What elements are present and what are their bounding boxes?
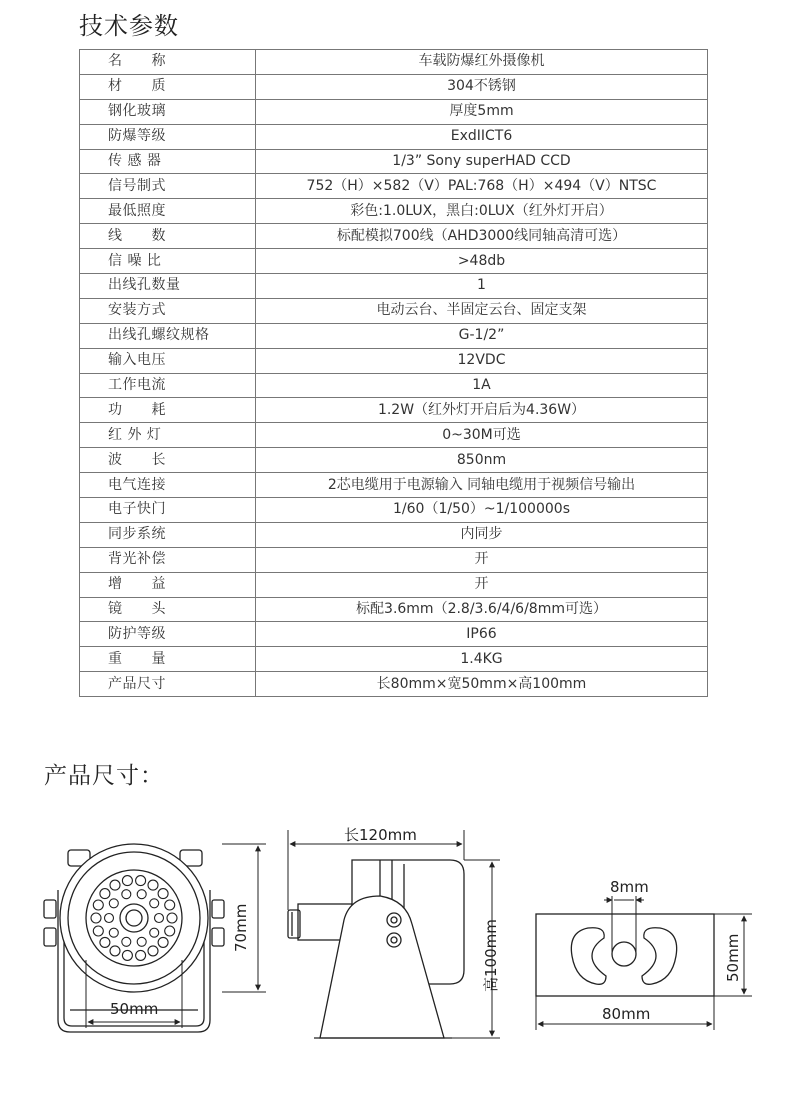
spec-row [80,99,708,124]
ir-led [122,890,131,899]
spec-label: 重 量 [80,647,256,672]
ir-led [150,928,159,937]
spec-label: 增 益 [80,572,256,597]
front-width-label: 50mm [110,1000,159,1018]
spec-row [80,298,708,323]
ir-led [165,926,175,936]
ir-led [158,937,168,947]
spec-row [80,398,708,423]
spec-label: 材 质 [80,74,256,99]
spec-value: 1.2W（红外灯开启后为4.36W） [256,398,708,423]
spec-row [80,224,708,249]
spec-value: 标配3.6mm（2.8/3.6/4/6/8mm可选） [256,597,708,622]
spec-value: 0~30M可选 [256,423,708,448]
ir-led [165,900,175,910]
spec-value: 开 [256,547,708,572]
spec-label: 电气连接 [80,473,256,498]
spec-value: 1A [256,373,708,398]
spec-row [80,348,708,373]
spec-row [80,547,708,572]
side-length-label: 长120mm [344,826,417,844]
spec-value: 内同步 [256,522,708,547]
spec-value: 12VDC [256,348,708,373]
spec-value: 850nm [256,448,708,473]
spec-label: 传 感 器 [80,149,256,174]
spec-row [80,323,708,348]
dimension-drawings [0,800,790,1100]
spec-label: 防护等级 [80,622,256,647]
spec-value: 标配模拟700线（AHD3000线同轴高清可选） [256,224,708,249]
spec-label: 电子快门 [80,498,256,523]
spec-value: 2芯电缆用于电源输入 同轴电缆用于视频信号输出 [256,473,708,498]
spec-value: 车载防爆红外摄像机 [256,50,708,75]
spec-row [80,473,708,498]
spec-value: IP66 [256,622,708,647]
spec-label: 产品尺寸 [80,672,256,697]
ir-led [148,880,158,890]
spec-value: 1.4KG [256,647,708,672]
spec-value: 1/3” Sony superHAD CCD [256,149,708,174]
ir-led [93,900,103,910]
spec-label: 线 数 [80,224,256,249]
ir-led [122,950,132,960]
side-view-drawing [288,860,464,1038]
spec-section-title: 技术参数 [79,12,179,40]
spec-value: 开 [256,572,708,597]
ir-led [150,899,159,908]
spec-value: G-1/2” [256,323,708,348]
spec-label: 钢化玻璃 [80,99,256,124]
spec-row [80,274,708,299]
ir-led [110,880,120,890]
spec-label: 工作电流 [80,373,256,398]
ir-led [122,876,132,886]
spec-label: 安装方式 [80,298,256,323]
spec-row [80,672,708,697]
front-height-label: 70mm [232,903,250,952]
ir-led [167,913,177,923]
spec-label: 同步系统 [80,522,256,547]
spec-row [80,498,708,523]
ir-led [122,937,131,946]
spec-label: 背光补偿 [80,547,256,572]
spec-value: 厚度5mm [256,99,708,124]
spec-label: 最低照度 [80,199,256,224]
ir-led [105,914,114,923]
spec-label: 名 称 [80,50,256,75]
spec-label: 功 耗 [80,398,256,423]
spec-label: 波 长 [80,448,256,473]
ir-led [137,890,146,899]
spec-value: >48db [256,249,708,274]
ir-led [100,889,110,899]
spec-row [80,572,708,597]
spec-row [80,124,708,149]
spec-label: 红 外 灯 [80,423,256,448]
dimensions-section-title: 产品尺寸： [44,763,164,789]
ir-led [91,913,101,923]
spec-label: 防爆等级 [80,124,256,149]
spec-row [80,199,708,224]
ir-led [109,928,118,937]
spec-row [80,149,708,174]
spec-row [80,373,708,398]
ir-led [148,946,158,956]
ir-led [93,926,103,936]
spec-row [80,448,708,473]
spec-row [80,622,708,647]
spec-row [80,647,708,672]
spec-label: 输入电压 [80,348,256,373]
ir-led [155,914,164,923]
spec-value: 1/60（1/50）~1/100000s [256,498,708,523]
base-width-label: 80mm [602,1005,651,1023]
spec-value: 彩色:1.0LUX，黑白:0LUX（红外灯开启） [256,199,708,224]
spec-value: ExdIICT6 [256,124,708,149]
ir-led [110,946,120,956]
spec-value: 752（H）×582（V）PAL:768（H）×494（V）NTSC [256,174,708,199]
ir-led [100,937,110,947]
spec-table [79,49,708,697]
spec-value: 电动云台、半固定云台、固定支架 [256,298,708,323]
ir-led [109,899,118,908]
spec-value: 1 [256,274,708,299]
spec-row [80,50,708,75]
base-height-label: 50mm [724,933,742,982]
spec-row [80,249,708,274]
spec-label: 信号制式 [80,174,256,199]
spec-row [80,522,708,547]
spec-row [80,174,708,199]
side-height-label: 高100mm [482,919,500,992]
spec-label: 信 噪 比 [80,249,256,274]
spec-value: 长80mm×宽50mm×高100mm [256,672,708,697]
spec-row [80,423,708,448]
ir-led [137,937,146,946]
spec-value: 304不锈钢 [256,74,708,99]
base-view-drawing [536,914,714,996]
ir-led [158,889,168,899]
ir-led [136,950,146,960]
ir-led [136,876,146,886]
base-slot-label: 8mm [610,878,649,896]
spec-label: 出线孔数量 [80,274,256,299]
spec-label: 出线孔螺纹规格 [80,323,256,348]
spec-row [80,597,708,622]
spec-label: 镜 头 [80,597,256,622]
spec-row [80,74,708,99]
